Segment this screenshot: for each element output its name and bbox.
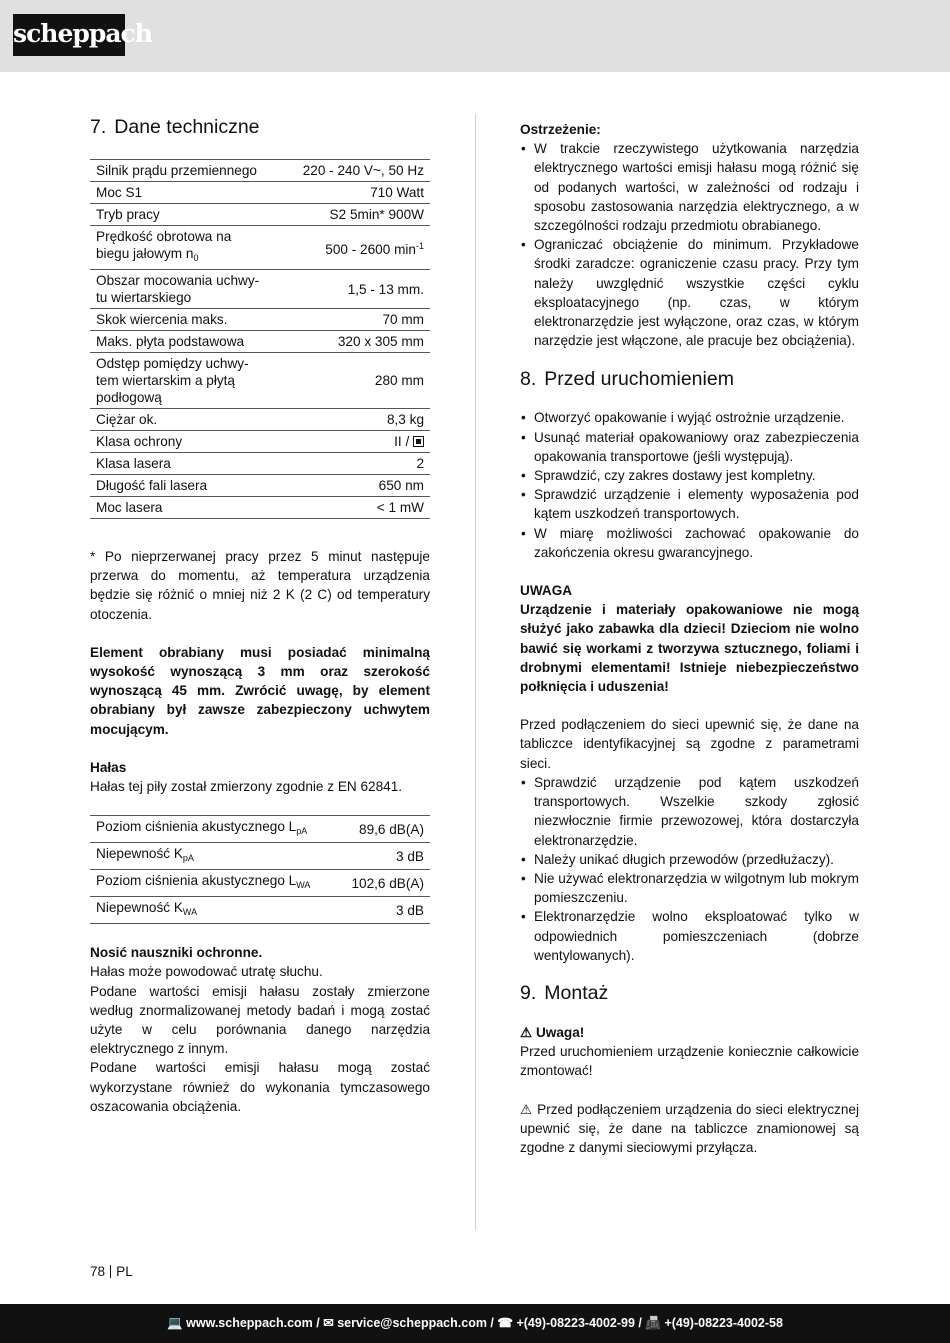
table-row: Tryb pracy S2 5min* 900W: [90, 204, 430, 226]
left-column: [90, 114, 430, 1116]
table-row: Moc lasera < 1 mW: [90, 497, 430, 519]
list-item: • Sprawdzić urządzenie pod kątem uszkodzeń transportowych. Wszelkie szkody zgłosić niezwłocznie firmie przewozowej, która dostarczyła elektronarzędzie.: [520, 773, 859, 850]
right-column: [520, 114, 859, 1157]
warning-list: [520, 139, 859, 350]
scheppach-logo: scheppach: [13, 14, 125, 56]
ear-protection-text-3: Podane wartości emisji hałasu mogą zostać wykorzystane również do wykonania tymczasowego oszacowania obciążenia.: [90, 1060, 430, 1114]
table-row: Ciężar ok. 8,3 kg: [90, 409, 430, 431]
section-9-heading: 9. Montaż: [520, 981, 609, 1004]
list-item: • Elektronarzędzie wolno eksploatować tylko w odpowiednich pomieszczeniach (dobrze wentylowanych).: [520, 907, 859, 965]
uwaga-text: Urządzenie i materiały opakowaniowe nie mogą służyć jako zabawka dla dzieci! Dzieciom nie wolno bawić się workami z tworzywa sztucznego, foliami i drobnymi elementami! Istnieje niebezpieczeństwo połknięcia i uduszenia!: [520, 602, 859, 695]
mains-text: Przed podłączeniem do sieci upewnić się, że dane na tabliczce identyfikacyjnej są zgodne z parametrami sieci.: [520, 717, 859, 771]
footer-bar: [0, 1304, 950, 1343]
warning-heading: Ostrzeżenie:: [520, 122, 601, 137]
list-item: • Należy unikać długich przewodów (przedłużaczy).: [520, 850, 859, 869]
table-row: Długość fali lasera 650 nm: [90, 475, 430, 497]
table-row: Niepewność $K_{pA}$ 3 dB: [90, 843, 430, 870]
attention-text: Przed uruchomieniem urządzenie koniecznie całkowicie zmontować!: [520, 1044, 859, 1079]
mains-warning: ⚠ Przed podłączeniem urządzenia do sieci elektrycznej upewnić się, że dane na tabliczce znamionowej są zgodne z danymi sieciowymi przyłącza.: [520, 1101, 859, 1155]
email-link[interactable]: service@scheppach.com /: [337, 1316, 494, 1330]
phone-number: +(49)-08223-4002-99 /: [516, 1316, 642, 1330]
table-row: Poziom ciśnienia akustycznego $L_{pA}$ 89,6 dB(A): [90, 816, 430, 843]
phone-icon: ☎: [497, 1316, 513, 1330]
table-row: Odstęp pomiędzy uchwy- tem wiertarskim a płytą podłogową 280 mm: [90, 353, 430, 409]
page-number-separator: [110, 1265, 111, 1278]
list-item: • Sprawdzić urządzenie i elementy wyposażenia pod kątem uszkodzeń transportowych.: [520, 485, 859, 523]
list-item: • Usunąć materiał opakowaniowy oraz zabezpieczenia opakowania transportowe (jeśli występują).: [520, 428, 859, 466]
list-item: • W trakcie rzeczywistego użytkowania narzędzia elektrycznego wartości emisji hałasu mogą różnić się od podanych wartości, w zależności od rodzaju i sposobu zastosowania narzędzia elektrycznego, a w szczególności rodzaju przedmiotu obrabianego.: [520, 139, 859, 235]
noise-text: Hałas tej piły został zmierzony zgodnie z EN 62841.: [90, 779, 403, 795]
page-number: 78 PL: [90, 1264, 133, 1279]
before-start-list: [520, 408, 859, 562]
list-item: • Ograniczać obciążenie do minimum. Przykładowe środki zaradcze: ograniczenie czasu pracy. Przy tym należy uwzględnić wszystkie części cyklu eksploatacyjnego (np. czas, w którym elektronarzędzie jest wyłączone, oraz czas, w którym narzędzie jest włączone, ale pracuje bez obciążenia).: [520, 235, 859, 350]
website-link[interactable]: www.scheppach.com /: [186, 1316, 320, 1330]
noise-heading: Hałas: [90, 759, 127, 775]
list-item: • Otworzyć opakowanie i wyjąć ostrożnie urządzenie.: [520, 408, 859, 427]
mail-icon: ✉: [323, 1316, 334, 1330]
table-row: Klasa lasera 2: [90, 453, 430, 475]
column-divider: [475, 114, 476, 1230]
table-row: Prędkość obrotowa na biegu jałowym $n_0$ 500 - 2600 $\min^{-1}$: [90, 226, 430, 270]
section-8-heading: 8. Przed uruchomieniem: [520, 368, 734, 391]
table-row: Maks. płyta podstawowa 320 x 305 mm: [90, 331, 430, 353]
ear-protection-heading: Nosić nauszniki ochronne.: [90, 945, 263, 961]
table-row: Moc S1 710 Watt: [90, 182, 430, 204]
header-band: [0, 0, 950, 72]
uwaga-heading: UWAGA: [520, 583, 573, 599]
table-row: Silnik prądu przemiennego 220 - 240 V~, 50 Hz: [90, 160, 430, 182]
list-item: • Nie używać elektronarzędzia w wilgotnym lub mokrym pomieszczeniu.: [520, 869, 859, 907]
table-row: Klasa ochrony II /: [90, 431, 430, 453]
footnote: * Po nieprzerwanej pracy przez 5 minut następuje przerwa do momentu, aż temperatura urządzenia będzie się różnić o mniej niż 2 K (2 C) od temperatury otoczenia.: [90, 549, 430, 622]
ear-protection-text-1: Hałas może powodować utratę słuchu.: [90, 964, 323, 980]
fax-number: +(49)-08223-4002-58: [664, 1316, 783, 1330]
table-row: Skok wiercenia maks. 70 mm: [90, 309, 430, 331]
mains-list: [520, 773, 859, 965]
warning-triangle-icon: ⚠: [520, 1024, 533, 1040]
table-row: Obszar mocowania uchwy- tu wiertarskiego 1,5 - 13 mm.: [90, 270, 430, 309]
workpiece-note: Element obrabiany musi posiadać minimalną wysokość wynoszącą 3 mm oraz szerokość wynoszącą 45 mm. Zwrócić uwagę, by element obrabiany był zawsze zabezpieczony uchwytem mocującym.: [90, 644, 430, 737]
section-7-heading: 7. Dane techniczne: [90, 116, 260, 138]
fax-icon: 📠: [645, 1316, 661, 1330]
noise-table: [90, 815, 430, 924]
list-item: • Sprawdzić, czy zakres dostawy jest kompletny.: [520, 466, 859, 485]
attention-heading: ⚠ Uwaga!: [520, 1024, 585, 1040]
list-item: • W miarę możliwości zachować opakowanie do zakończenia okresu gwarancyjnego.: [520, 524, 859, 562]
computer-icon: 💻: [167, 1316, 183, 1330]
protection-class-icon: [413, 436, 424, 447]
warning-triangle-icon: ⚠: [520, 1101, 533, 1117]
table-row: Poziom ciśnienia akustycznego $L_{WA}$ 102,6 dB(A): [90, 870, 430, 897]
ear-protection-text-2: Podane wartości emisji hałasu zostały zmierzone według znormalizowanej metody badań i mogą zostać użyte w celu porównania danego narzędzia elektrycznego z innym.: [90, 983, 430, 1057]
table-row: Niepewność $K_{WA}$ 3 dB: [90, 897, 430, 924]
technical-data-table: [90, 159, 430, 519]
